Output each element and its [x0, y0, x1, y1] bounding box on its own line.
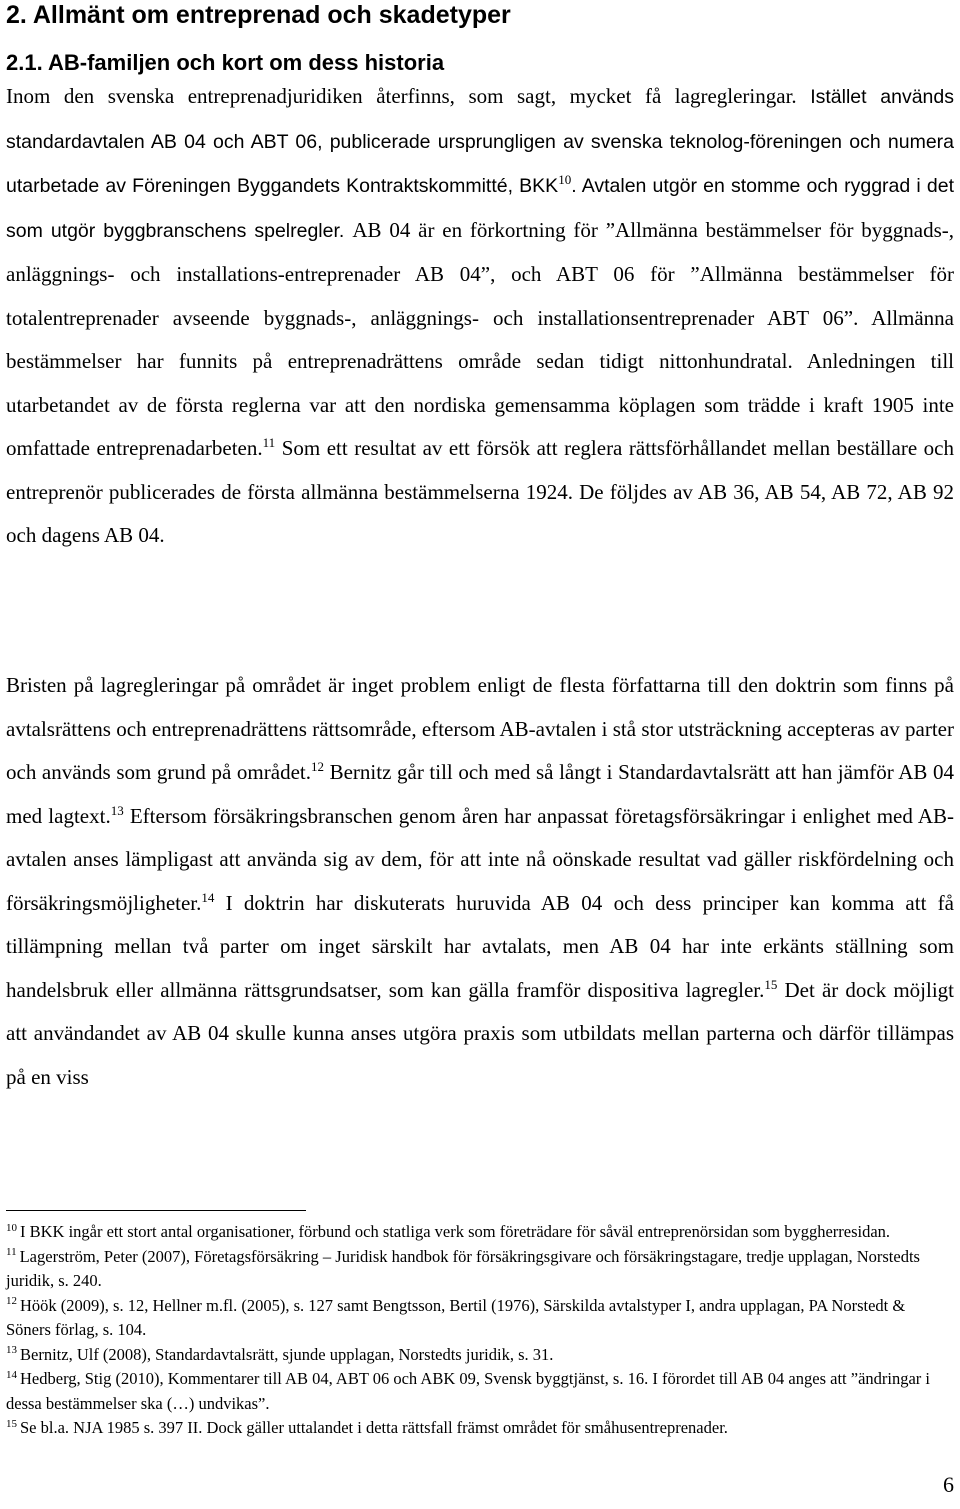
- paragraph-2: [6, 664, 954, 1099]
- footnote-number: 14: [6, 1368, 17, 1381]
- footnote-15: [6, 1416, 954, 1441]
- footnote-ref-10[interactable]: 10: [558, 172, 572, 187]
- paragraph-2-sentence-3: Eftersom försäkringsbranschen genom åren har anpassat företagsförsäkringar i enlighet med AB-avtalen anses lämpligast att använda sig av dem, för att inte nå oönskade resultat vad gäller riskfördelning och försäkringsmöjligheter.: [6, 803, 954, 915]
- paragraph-1-sentence-1: Inom den svenska entreprenadjuridiken återfinns, som sagt, mycket få lagregleringar.: [6, 84, 811, 108]
- paragraph-1: [6, 75, 954, 558]
- paragraph-1-sentence-2: Istället används standardavtalen AB 04 och ABT 06, publicerade ursprungligen av svenska teknolog-föreningen och numera utarbetade av Föreningen Byggandets Kontraktskommitté, BKK: [6, 86, 954, 197]
- footnote-text: Se bl.a. NJA 1985 s. 397 II. Dock gäller uttalandet i detta rättsfall främst området för småhusentreprenader.: [20, 1418, 728, 1437]
- paragraph-2-sentence-2: Bernitz går till och med så långt i: [324, 760, 619, 784]
- footnote-text: Höök (2009), s. 12, Hellner m.fl. (2005), s. 127 samt Bengtsson, Bertil (1976), Särskilda avtalstyper I, andra upplagan, PA Norstedt & Söners förlag, s. 104.: [6, 1295, 906, 1339]
- footnote-text: Hedberg, Stig (2010), Kommentarer till AB 04, ABT 06 och ABK 09, Svensk byggtjänst, s. 16. I förordet till AB 04 anges att ”ändringar i dessa bestämmelser ska (…) undvikas”.: [6, 1369, 930, 1413]
- footnote-text: I BKK ingår ett stort antal organisationer, förbund och statliga verk som företrädare för såväl entreprenörsidan som byggherresidan.: [20, 1222, 891, 1241]
- footnote-number: 13: [6, 1344, 17, 1356]
- footnote-separator: [6, 1210, 306, 1211]
- footnote-number: 12: [6, 1295, 17, 1307]
- paragraph-1-sentence-5: Som ett resultat av ett försök att reglera rättsförhållandet mellan beställare och entreprenör publicerades de första allmänna bestämmelserna 1924. De följdes av AB 36, AB 54, AB 72, AB 92 och dagens AB 04.: [6, 436, 954, 547]
- footnote-ref-13[interactable]: 13: [110, 802, 124, 818]
- footnote-12: [6, 1294, 954, 1343]
- paragraph-2-sentence-2b: att han jämför AB 04 med lagtext.: [6, 760, 954, 828]
- footnotes: [6, 1220, 954, 1441]
- book-title: Standardavtalsrätt: [618, 760, 770, 784]
- subsection-heading: 2.1. AB-familjen och kort om dess historia: [6, 50, 445, 75]
- footnote-text: Bernitz, Ulf (2008), Standardavtalsrätt, sjunde upplagan, Norstedts juridik, s. 31.: [20, 1344, 554, 1364]
- footnote-text: Lagerström, Peter (2007), Företagsförsäkring – Juridisk handbok för försäkringsgivare och försäkringstagare, tredje upplagan, Norstedts juridik, s. 240.: [6, 1246, 920, 1290]
- footnote-14: [6, 1367, 954, 1416]
- footnote-13: [6, 1343, 954, 1368]
- footnote-ref-15[interactable]: 15: [764, 976, 778, 992]
- footnote-ref-12[interactable]: 12: [310, 759, 324, 774]
- footnote-number: 10: [6, 1221, 17, 1234]
- paragraph-1-sentence-3: . Avtalen utgör en stomme och ryggrad i det som utgör byggbranschens spelregler.: [6, 175, 954, 242]
- page-number: 6: [943, 1472, 954, 1497]
- footnote-number: 15: [6, 1417, 17, 1430]
- footnote-ref-14[interactable]: 14: [201, 889, 215, 905]
- paragraph-2-sentence-1: Bristen på lagregleringar på området är inget problem enligt de flesta författarna till den doktrin som finns på avtalsrättens och entreprenadrättens rättsområde, eftersom AB-avtalen i stå stor utsträckning accepteras av parter och används som grund på området.: [6, 673, 954, 784]
- paragraph-2-sentence-5: Det är dock möjligt att användandet av AB 04 skulle kunna anses utgöra praxis som utbildats mellan parterna och därför tillämpas på en viss: [6, 977, 954, 1089]
- paragraph-2-sentence-4: I doktrin har diskuterats huruvida AB 04 och dess principer kan komma att få tillämpning mellan två parter om inget särskilt har avtalats, men AB 04 har inte erkänts ställning som handelsbruk eller allmänna rättsgrundsatser, som kan gälla framför dispositiva lagregler.: [6, 890, 954, 1002]
- footnote-10: [6, 1220, 954, 1245]
- section-heading: 2. Allmänt om entreprenad och skadetyper: [6, 1, 511, 29]
- footnote-11: [6, 1245, 954, 1294]
- paragraph-1-sentence-4: AB 04 är en förkortning för ”Allmänna bestämmelser för byggnads-, anläggnings- och installations-entreprenader AB 04”, och ABT 06 för ”Allmänna bestämmelser för totalentreprenader avseende byggnads-, anläggnings- och installationsentreprenader ABT 06”. Allmänna bestämmelser har funnits på entreprenadrättens område sedan tidigt nittonhundratal. Anledningen till utarbetandet av de första reglerna var att den nordiska gemensamma köplagen som trädde i kraft 1905 inte omfattade entreprenadarbeten.: [6, 217, 954, 460]
- footnote-ref-11[interactable]: 11: [262, 435, 276, 450]
- footnote-number: 11: [6, 1246, 17, 1258]
